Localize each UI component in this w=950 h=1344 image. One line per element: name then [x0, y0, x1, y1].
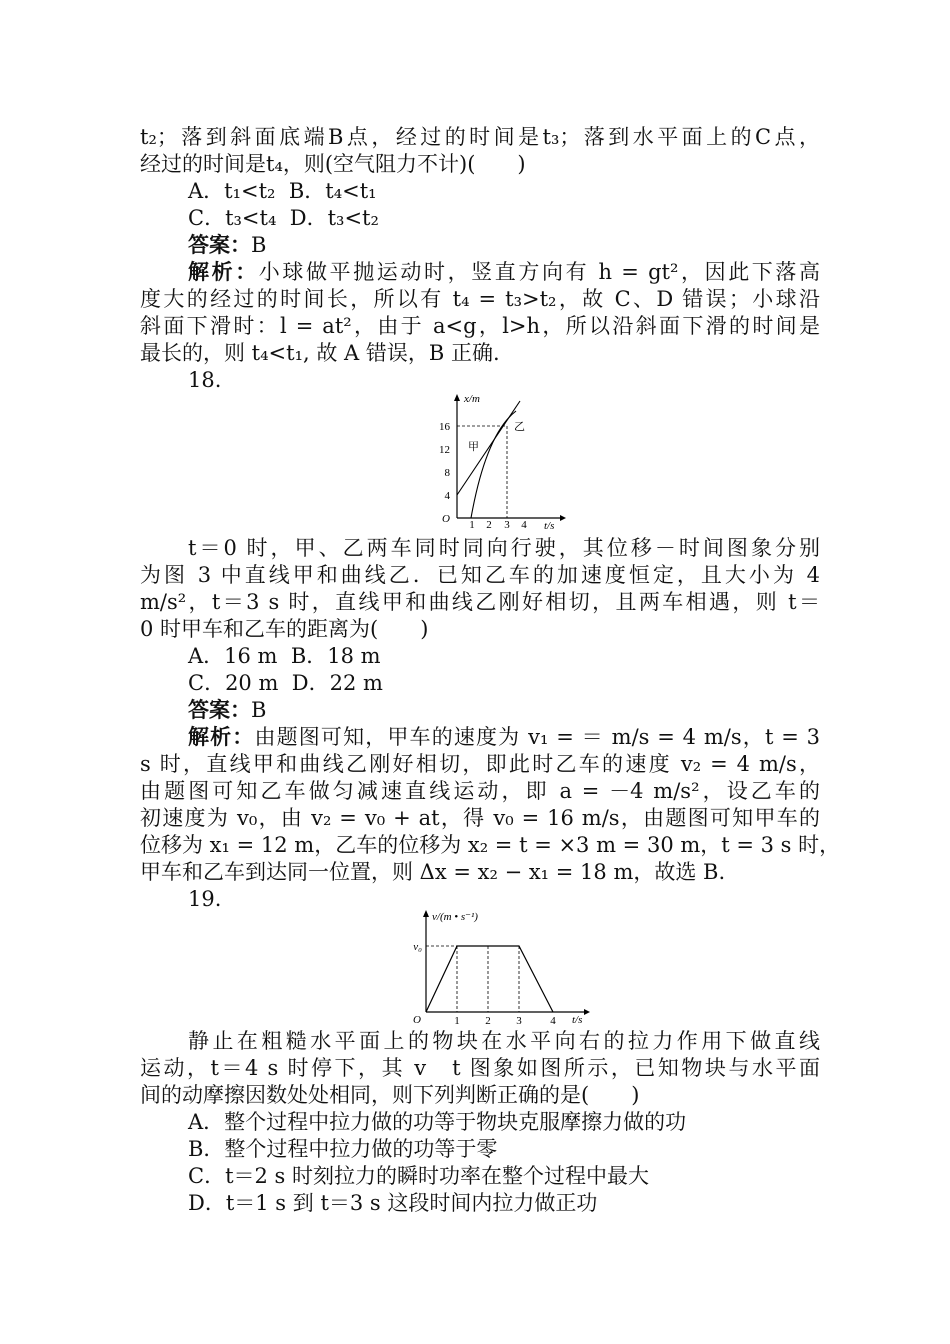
q18-analysis-text-1: 由题图可知，甲车的速度为 v₁ = ＝ m/s = 4 m/s，t = 3 [254, 725, 820, 749]
q19-x-tick-2: 2 [485, 1015, 491, 1026]
q17-option-a: A．t₁<t₂ [188, 179, 276, 203]
q18-y-tick-16: 16 [439, 421, 450, 433]
q19-y-axis-arrow-icon [423, 910, 429, 917]
q17-analysis-4: 最长的，则 t₄<t₁, 故 A 错误，B 正确. [140, 341, 500, 365]
q19-number: 19. [188, 887, 222, 911]
q19-origin-label: O [413, 1014, 421, 1026]
q18-option-b: B．18 m [290, 644, 381, 668]
q17-option-b: B．t₄<t₁ [288, 179, 377, 203]
q17-analysis-text-1: 小球做平抛运动时，竖直方向有 h = gt²，因此下落高 [258, 260, 820, 284]
q17-answer-label: 答案： [188, 232, 251, 257]
q19-option-c: C．t＝2 s 时刻拉力的瞬时功率在整个过程中最大 [188, 1164, 649, 1188]
q17-analysis-2: 度大的经过的时间长，所以有 t₄ = t₃>t₂，故 C、D 错误；小球沿 [140, 287, 820, 311]
q18-option-c: C．20 m [188, 671, 279, 695]
q17-analysis-1 [188, 259, 820, 285]
q19-vt-graph [406, 908, 592, 1026]
q18-label-yi: 乙 [514, 421, 525, 433]
q18-origin-label: O [442, 513, 450, 525]
q17-answer [188, 232, 820, 258]
q18-x-tick-2: 2 [486, 519, 492, 530]
q17-option-d: D．t₃<t₂ [289, 206, 379, 230]
q18-number: 18. [188, 368, 222, 392]
q17-line-2: 经过的时间是t₄，则(空气阻力不计)( ) [140, 152, 526, 176]
q19-x-axis-label: t/s [572, 1014, 583, 1026]
q17-answer-value: B [251, 233, 267, 257]
q18-analysis-6: 甲车和乙车到达同一位置，则 Δx = x₂ − x₁ = 18 m，故选 B. [140, 860, 726, 884]
q18-analysis-4: 初速度为 v₀，由 v₂ = v₀ + at，得 v₀ = 16 m/s，由题图可知甲车的 [140, 806, 820, 830]
q18-y-tick-8: 8 [444, 467, 450, 479]
q19-x-tick-4: 4 [550, 1015, 556, 1026]
q17-analysis-3: 斜面下滑时：l = at²，由于 a<g，l>h，所以沿斜面下滑的时间是 [140, 314, 820, 338]
q17-line-1: t₂；落到斜面底端B点，经过的时间是t₃；落到水平面上的C点， [140, 125, 820, 149]
q18-y-tick-12: 12 [439, 444, 450, 456]
q18-analysis-label: 解析： [188, 724, 255, 749]
q17-options-ab [188, 178, 820, 204]
q19-x-axis-arrow-icon [584, 1009, 590, 1015]
q19-option-b: B．整个过程中拉力做的功等于零 [188, 1137, 498, 1161]
q19-option-a: A．整个过程中拉力做的功等于物块克服摩擦力做的功 [188, 1110, 687, 1134]
q18-stem-2: 为图 3 中直线甲和曲线乙．已知乙车的加速度恒定，且大小为 4 [140, 563, 820, 587]
q19-x-tick-1: 1 [454, 1015, 460, 1026]
q17-options-cd [188, 205, 820, 231]
q18-y-axis-label: x/m [464, 394, 480, 405]
q19-x-tick-3: 3 [516, 1015, 522, 1026]
q18-options-ab [188, 643, 820, 669]
q18-answer-label: 答案： [188, 697, 251, 722]
q18-analysis-3: 由题图可知乙车做匀减速直线运动，即 a = －4 m/s²，设乙车的 [140, 779, 820, 803]
q17-option-c: C．t₃<t₄ [188, 206, 277, 230]
q18-x-tick-3: 3 [504, 519, 510, 530]
q17-analysis-label: 解析： [188, 259, 259, 284]
q18-option-a: A．16 m [188, 644, 278, 668]
q18-stem-1: t＝0 时，甲、乙两车同时同向行驶，其位移－时间图象分别 [188, 536, 820, 560]
q18-analysis-1 [188, 724, 820, 750]
q19-stem-2: 运动，t＝4 s 时停下，其 v t 图象如图所示，已知物块与水平面 [140, 1056, 820, 1080]
q18-label-jia: 甲 [468, 441, 479, 453]
q19-option-d: D．t＝1 s 到 t＝3 s 这段时间内拉力做正功 [188, 1191, 598, 1215]
q18-xt-graph [430, 394, 566, 530]
q18-x-axis-arrow-icon [560, 515, 566, 521]
q18-option-d: D．22 m [291, 671, 383, 695]
q19-stem-1: 静止在粗糙水平面上的物块在水平向右的拉力作用下做直线 [188, 1029, 820, 1053]
q18-stem-4: 0 时甲车和乙车的距离为( ) [140, 617, 429, 641]
q18-x-axis-label: t/s [544, 520, 555, 530]
q18-x-tick-1: 1 [469, 519, 475, 530]
q18-y-axis-arrow-icon [454, 394, 460, 401]
q19-stem-3: 间的动摩擦因数处处相同，则下列判断正确的是( ) [140, 1083, 640, 1107]
q19-y-axis-label: v/(m • s⁻¹) [432, 911, 478, 923]
q18-stem-3: m/s²，t＝3 s 时，直线甲和曲线乙刚好相切，且两车相遇，则 t＝ [140, 590, 820, 614]
q18-answer [188, 697, 820, 723]
q18-x-tick-4: 4 [521, 519, 527, 530]
q19-v0-label: v₀ [413, 941, 422, 953]
q18-analysis-2: s 时，直线甲和曲线乙刚好相切，即此时乙车的速度 v₂ = 4 m/s， [140, 752, 820, 776]
q18-analysis-5: 位移为 x₁ = 12 m，乙车的位移为 x₂ = t = ×3 m = 30 m，t = 3 s 时， [140, 833, 841, 857]
q19-vt-line [426, 946, 553, 1012]
q18-y-tick-4: 4 [444, 490, 450, 502]
q18-answer-value: B [251, 698, 267, 722]
q18-options-cd [188, 670, 820, 696]
